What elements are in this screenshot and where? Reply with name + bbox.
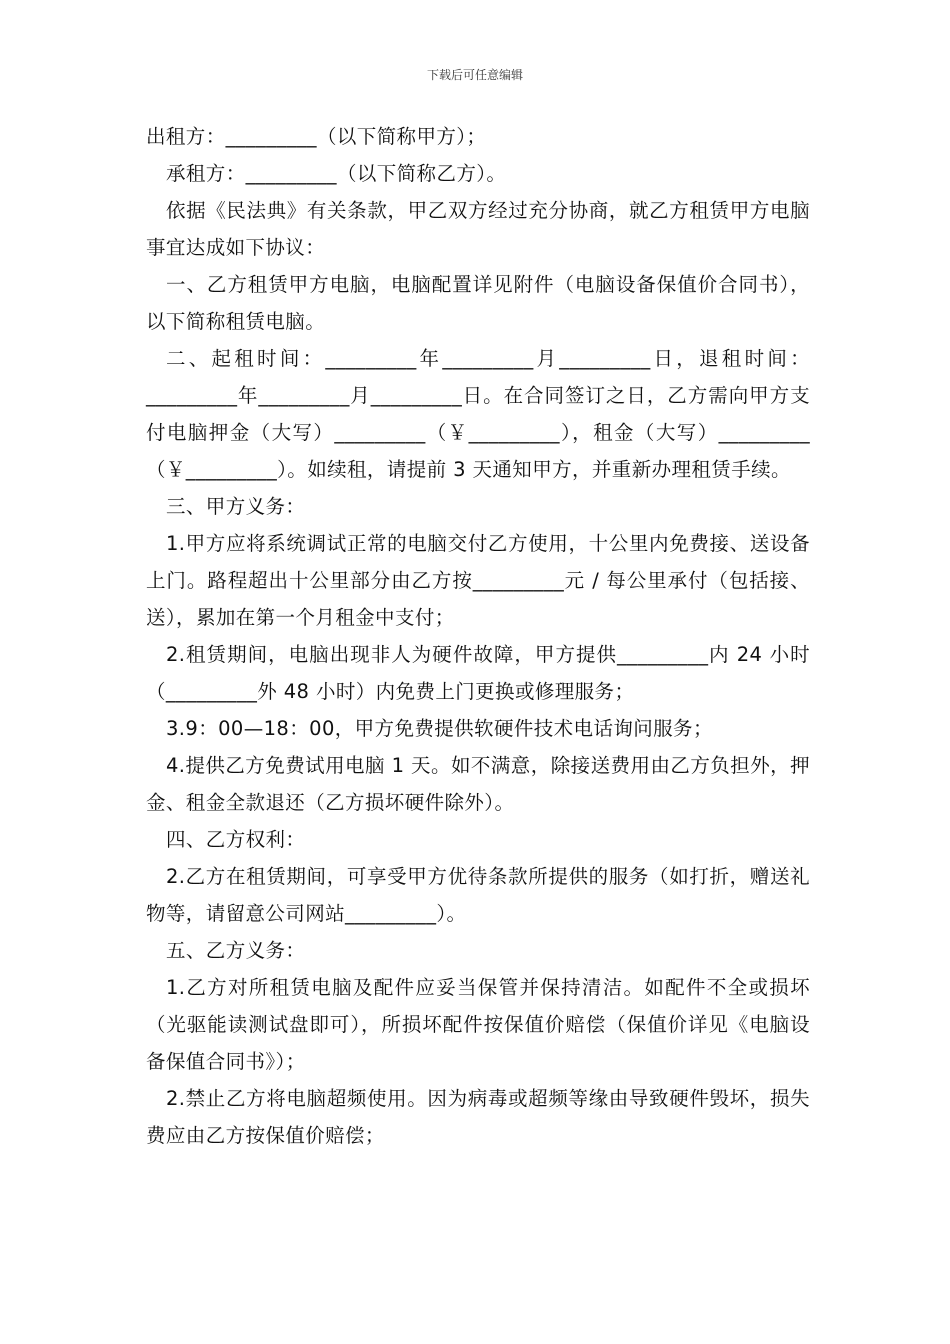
clause-1: 一、乙方租赁甲方电脑，电脑配置详见附件（电脑设备保值价合同书），以下简称租赁电脑。 [146,273,810,333]
section-3-item-3: 3.9：00—18：00，甲方免费提供软硬件技术电话询问服务； [166,717,713,740]
section-3-item-1: 1.甲方应将系统调试正常的电脑交付乙方使用，十公里内免费接、送设备上门。路程超出十公里部分由乙方按_________元 / 每公里承付（包括接、送），累加在第一个月租金中支付； [146,532,810,629]
section-3-heading: 三、甲方义务： [166,495,306,518]
section-4-heading: 四、乙方权利： [166,828,306,851]
section-4-item-2: 2.乙方在租赁期间，可享受甲方优待条款所提供的服务（如打折，赠送礼物等，请留意公司网站_________）。 [146,865,810,925]
lessor-line: 出租方：_________（以下简称甲方）； [146,125,487,148]
section-5-item-1: 1.乙方对所租赁电脑及配件应妥当保管并保持清洁。如配件不全或损坏（光驱能读测试盘即可），所损坏配件按保值价赔偿（保值价详见《电脑设备保值合同书》）； [146,976,810,1073]
section-3-item-2: 2.租赁期间，电脑出现非人为硬件故障，甲方提供_________内 24 小时（_________外 48 小时）内免费上门更换或修理服务； [146,643,810,703]
preamble-paragraph: 依据《民法典》有关条款，甲乙双方经过充分协商，就乙方租赁甲方电脑事宜达成如下协议： [146,199,810,259]
page-header: 下载后可任意编辑 [426,68,523,82]
section-5-heading: 五、乙方义务： [166,939,306,962]
clause-2-rental-period: 二、起租时间：_________年_________月_________日，退租时间：_________年_________月_________日。在合同签订之日，乙方需向甲方支付电脑押金（大写）_________（￥_________），租金（大写）_________（￥_________）。如续租，请提前 3 天通知甲方，并重新办理租赁手续。 [146,347,810,481]
lessee-line: 承租方：_________（以下简称乙方）。 [166,162,507,185]
section-3-item-4: 4.提供乙方免费试用电脑 1 天。如不满意，除接送费用由乙方负担外，押金、租金全款退还（乙方损坏硬件除外）。 [146,754,810,814]
section-5-item-2: 2.禁止乙方将电脑超频使用。因为病毒或超频等缘由导致硬件毁坏，损失费应由乙方按保值价赔偿； [146,1087,810,1147]
contract-body [146,118,810,1154]
